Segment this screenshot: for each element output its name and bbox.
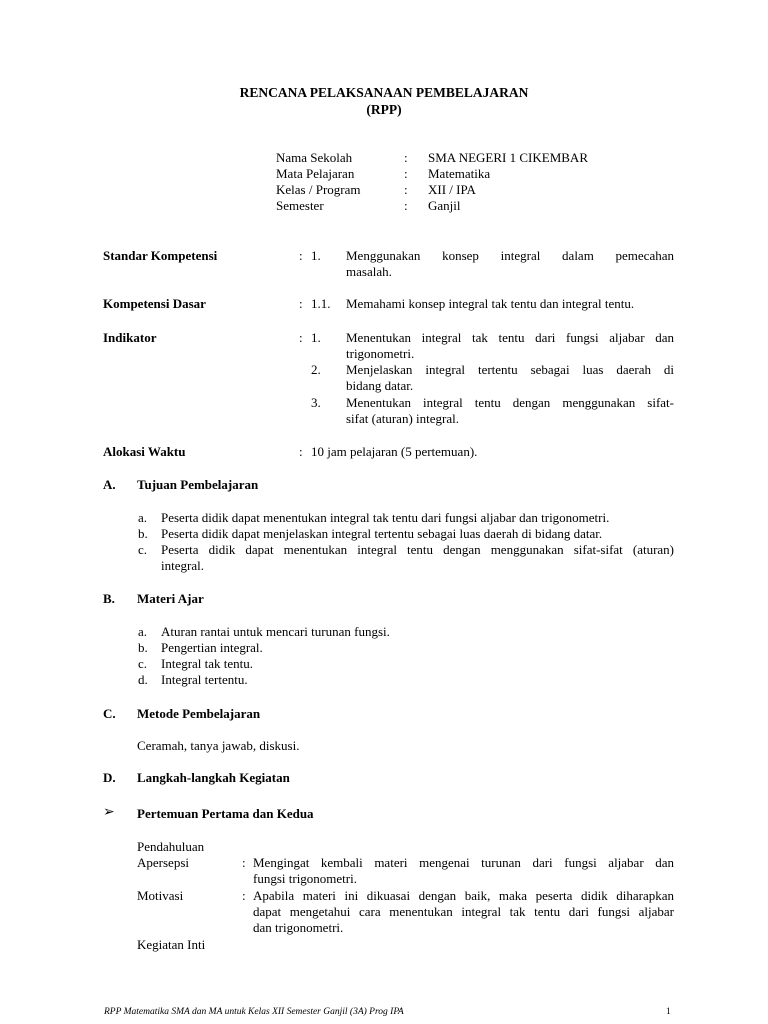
identity-label: Mata Pelajaran xyxy=(276,166,355,181)
list-item: Pengertian integral. xyxy=(161,640,263,655)
indikator-item-text: sifat (aturan) integral. xyxy=(346,411,459,426)
kompetensi-dasar-text: Memahami konsep integral tak tentu dan integral tentu. xyxy=(346,296,635,311)
list-letter: c. xyxy=(138,542,148,557)
indikator-item-text: Menentukan integral tentu dengan menggunakan sifat- xyxy=(346,395,674,410)
identity-colon: : xyxy=(404,182,408,197)
colon: : xyxy=(299,330,303,345)
colon: : xyxy=(242,855,246,870)
arrow-bullet-icon: ➢ xyxy=(103,805,115,820)
list-letter: b. xyxy=(138,526,148,541)
item-number: 1. xyxy=(311,330,321,345)
list-letter: a. xyxy=(138,510,148,525)
identity-colon: : xyxy=(404,150,408,165)
section-letter: B. xyxy=(103,591,115,606)
indikator-item-text: bidang datar. xyxy=(346,378,414,393)
indikator-label: Indikator xyxy=(103,330,157,345)
pendahuluan-label: Pendahuluan xyxy=(137,839,205,854)
list-item: integral. xyxy=(161,558,204,573)
motivasi-label: Motivasi xyxy=(137,888,184,903)
identity-value: Matematika xyxy=(428,166,491,181)
identity-label: Kelas / Program xyxy=(276,182,361,197)
identity-colon: : xyxy=(404,198,408,213)
section-text: Ceramah, tanya jawab, diskusi. xyxy=(137,738,300,753)
section-letter: C. xyxy=(103,706,116,721)
list-item: Peserta didik dapat menentukan integral tak tentu dari fungsi aljabar dan trigonometri. xyxy=(161,510,610,525)
indikator-item-text: Menentukan integral tak tentu dari fungsi aljabar dan xyxy=(346,330,674,345)
list-item: Aturan rantai untuk mencari turunan fungsi. xyxy=(161,624,390,639)
identity-label: Nama Sekolah xyxy=(276,150,353,165)
section-letter: D. xyxy=(103,770,116,785)
list-item: Peserta didik dapat menentukan integral tentu dengan menggunakan sifat-sifat (aturan) xyxy=(161,542,674,557)
section-heading: Langkah-langkah Kegiatan xyxy=(137,770,290,785)
colon: : xyxy=(299,248,303,263)
section-heading: Materi Ajar xyxy=(137,591,204,606)
identity-value: Ganjil xyxy=(428,198,461,213)
alokasi-waktu-text: 10 jam pelajaran (5 pertemuan). xyxy=(311,444,478,459)
section-heading: Metode Pembelajaran xyxy=(137,706,261,721)
list-item: Integral tak tentu. xyxy=(161,656,254,671)
kompetensi-dasar-label: Kompetensi Dasar xyxy=(103,296,206,311)
document-title: RENCANA PELAKSANAAN PEMBELAJARAN xyxy=(239,85,529,100)
apersepsi-text: fungsi trigonometri. xyxy=(253,871,357,886)
identity-value: XII / IPA xyxy=(428,182,476,197)
motivasi-text: dan trigonometri. xyxy=(253,920,344,935)
section-heading: Tujuan Pembelajaran xyxy=(137,477,259,492)
list-item: Integral tertentu. xyxy=(161,672,248,687)
colon: : xyxy=(242,888,246,903)
motivasi-text: dapat mengetahui cara menentukan integral tak tentu dari fungsi aljabar xyxy=(253,904,674,919)
list-letter: d. xyxy=(138,672,148,687)
list-letter: c. xyxy=(138,656,148,671)
standar-kompetensi-text: masalah. xyxy=(346,264,392,279)
list-letter: a. xyxy=(138,624,148,639)
apersepsi-label: Apersepsi xyxy=(137,855,189,870)
page-footer: RPP Matematika SMA dan MA untuk Kelas XII Semester Ganjil (3A) Prog IPA xyxy=(104,1007,404,1017)
identity-value: SMA NEGERI 1 CIKEMBAR xyxy=(428,150,588,165)
page-number: 1 xyxy=(666,1007,671,1017)
standar-kompetensi-label: Standar Kompetensi xyxy=(103,248,218,263)
apersepsi-text: Mengingat kembali materi mengenai turunan dari fungsi aljabar dan xyxy=(253,855,674,870)
identity-label: Semester xyxy=(276,198,324,213)
item-number: 3. xyxy=(311,395,321,410)
section-letter: A. xyxy=(103,477,116,492)
motivasi-text: Apabila materi ini dikuasai dengan baik, maka peserta didik diharapkan xyxy=(253,888,674,903)
colon: : xyxy=(299,444,303,459)
subsection-heading: Pertemuan Pertama dan Kedua xyxy=(137,806,314,821)
list-item: Peserta didik dapat menjelaskan integral tertentu sebagai luas daerah di bidang datar. xyxy=(161,526,603,541)
indikator-item-text: Menjelaskan integral tertentu sebagai luas daerah di xyxy=(346,362,674,377)
identity-colon: : xyxy=(404,166,408,181)
indikator-item-text: trigonometri. xyxy=(346,346,415,361)
colon: : xyxy=(299,296,303,311)
item-number: 1.1. xyxy=(311,296,331,311)
list-letter: b. xyxy=(138,640,148,655)
item-number: 1. xyxy=(311,248,321,263)
alokasi-waktu-label: Alokasi Waktu xyxy=(103,444,186,459)
document-subtitle: (RPP) xyxy=(366,102,402,117)
kegiatan-inti-label: Kegiatan Inti xyxy=(137,937,206,952)
standar-kompetensi-text: Menggunakan konsep integral dalam pemecahan xyxy=(346,248,674,263)
item-number: 2. xyxy=(311,362,321,377)
